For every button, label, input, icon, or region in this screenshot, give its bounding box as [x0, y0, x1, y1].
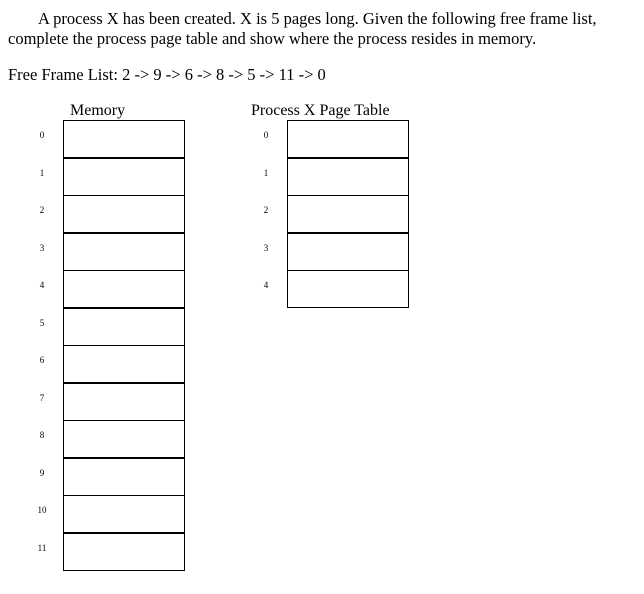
memory-frame-cell[interactable] — [63, 270, 185, 308]
page-table-cell[interactable] — [287, 158, 409, 196]
frame-number: 1 — [39, 167, 45, 178]
page-number: 4 — [263, 280, 269, 290]
frame-number: 3 — [39, 242, 45, 253]
memory-table — [37, 120, 185, 570]
page-table — [263, 120, 409, 308]
memory-title: Memory — [70, 102, 126, 119]
frame-number: 6 — [39, 355, 45, 365]
memory-frame-row — [39, 458, 185, 496]
page-table-cell[interactable] — [287, 195, 409, 233]
memory-frame-row — [39, 383, 185, 421]
page-table-row — [263, 233, 409, 271]
memory-frame-row — [37, 533, 185, 571]
memory-frame-cell[interactable] — [63, 345, 185, 383]
memory-frame-row — [39, 270, 185, 308]
frame-number: 11 — [37, 542, 47, 553]
page-table-row — [263, 158, 409, 196]
page-table-cell[interactable] — [287, 270, 409, 308]
memory-frame-cell[interactable] — [63, 195, 185, 233]
frame-number: 5 — [39, 317, 45, 328]
page-number: 3 — [263, 242, 269, 253]
memory-frame-row — [39, 120, 185, 158]
memory-frame-row — [37, 495, 185, 533]
page-table-row — [263, 270, 409, 308]
page-number: 0 — [263, 130, 269, 140]
memory-frame-row — [39, 195, 185, 233]
page-table-row — [263, 195, 409, 233]
memory-frame-cell[interactable] — [63, 158, 185, 196]
frame-number: 9 — [39, 467, 45, 478]
memory-frame-cell[interactable] — [63, 308, 185, 346]
frame-number: 8 — [39, 430, 45, 440]
question-text: A process X has been created. X is 5 pages long. Given the following free frame list, complete the process page table and show where the process resides in memory. — [8, 9, 597, 48]
memory-frame-cell[interactable] — [63, 420, 185, 458]
page-number: 1 — [263, 167, 269, 178]
memory-frame-cell[interactable] — [63, 383, 185, 421]
memory-frame-row — [39, 233, 185, 271]
frame-number: 2 — [39, 205, 45, 215]
page-table-title: Process X Page Table — [251, 102, 390, 119]
memory-frame-cell[interactable] — [63, 233, 185, 271]
page-table-cell[interactable] — [287, 233, 409, 271]
free-frame-list: Free Frame List: 2 -> 9 -> 6 -> 8 -> 5 -> 11 -> 0 — [8, 65, 326, 84]
memory-frame-cell[interactable] — [63, 495, 185, 533]
page-table-row — [263, 120, 409, 158]
memory-frame-cell[interactable] — [63, 458, 185, 496]
memory-frame-row — [39, 308, 185, 346]
memory-frame-row — [39, 345, 185, 383]
memory-frame-row — [39, 158, 185, 196]
memory-frame-cell[interactable] — [63, 120, 185, 158]
page-table-cell[interactable] — [287, 120, 409, 158]
frame-number: 10 — [37, 505, 47, 515]
frame-number: 4 — [39, 280, 45, 290]
memory-frame-cell[interactable] — [63, 533, 185, 571]
page-number: 2 — [263, 205, 269, 215]
memory-frame-row — [39, 420, 185, 458]
frame-number: 7 — [39, 392, 45, 403]
frame-number: 0 — [39, 130, 45, 140]
